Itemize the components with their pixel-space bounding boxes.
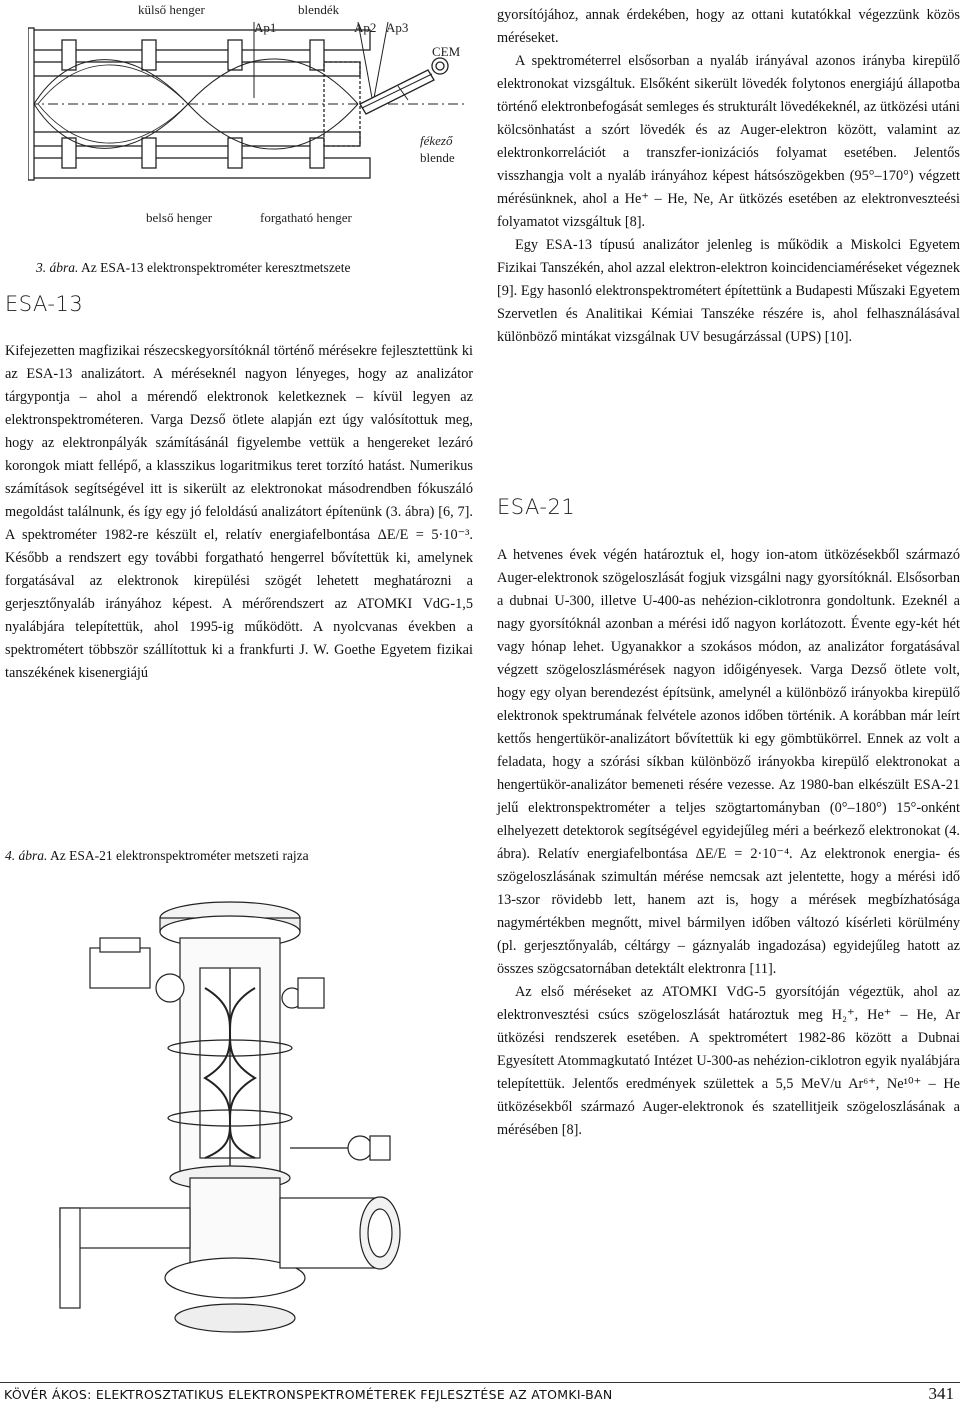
- figure-4-caption-text: Az ESA-21 elektronspektrométer metszeti rajza: [47, 848, 309, 863]
- paragraph-miskolc-budapest: Egy ESA-13 típusú analizátor jelenleg is működik a Miskolci Egyetem Fizikai Tanszékén, ahol azzal elektron-elektron koincidenciaméréseket végeznek [9]. Egy hasonló elektronspektrométert építettünk a Budapesti Műszaki Egyetem Szervetlen és Analitikai Kémiai Tanszéke részére is, ahol felhasználásával különböző mintákat vizsgálnak UV besugárzással (UPS) [10].: [497, 237, 960, 345]
- label-outer-cylinder: külső henger: [138, 2, 205, 17]
- label-ap2: Ap2: [354, 20, 377, 35]
- right-paragraphs-bottom: [497, 544, 960, 1142]
- right-paragraphs-top: [497, 4, 960, 349]
- label-ap1: Ap1: [254, 20, 277, 35]
- figure-3-caption-text: Az ESA-13 elektronspektrométer keresztmetszete: [78, 260, 351, 275]
- label-aperture: blendék: [298, 2, 340, 17]
- figure-3-caption: [36, 260, 351, 276]
- figure-4-caption-number: 4. ábra.: [5, 848, 48, 863]
- paragraph-continuation: gyorsítójához, annak érdekében, hogy az ottani kutatókkal végezzünk közös méréseket.: [497, 7, 960, 46]
- figure-4-caption: [5, 848, 309, 864]
- footer-rule: [0, 1382, 960, 1383]
- label-braking-aperture-1: fékező: [420, 133, 453, 148]
- figure-3-caption-number: 3. ábra.: [36, 260, 79, 275]
- figure-4-esa21-drawing: [40, 878, 430, 1348]
- label-inner-cylinder: belső henger: [146, 210, 213, 225]
- label-braking-aperture-2: blende: [420, 150, 455, 165]
- esa13-diagram: [28, 0, 476, 232]
- section-heading-esa21: ESA-21: [497, 495, 576, 519]
- esa13-paragraph: [5, 340, 473, 685]
- label-cem: CEM: [432, 44, 461, 59]
- label-ap3: Ap3: [386, 20, 409, 35]
- figure-3-esa13-cross-section: [28, 0, 476, 232]
- page-number: 341: [928, 1384, 954, 1403]
- running-footer-title: KÖVÉR ÁKOS: ELEKTROSZTATIKUS ELEKTRONSPEKTROMÉTEREK FEJLESZTÉSE AZ ATOMKI-BAN: [4, 1387, 613, 1402]
- section-heading-esa13: ESA-13: [5, 292, 84, 316]
- esa21-diagram: [40, 878, 430, 1348]
- paragraph-spectrometer-results: A spektrométerrel elsősorban a nyaláb irányával azonos irányba kirepülő elektronokat vizsgáltuk. Elsőként sikerült lövedék folytonos energiájú állapotba történő elektronbefogását semleges és strukturált lövedékeknél, az ütközési utáni kölcsönhatást a szórt lövedék és az Auger-elektron között, valamint az elektronkorrelációt a transzfer-ionizációs folyamat esetében. Jelentős visszhangja volt a nyaláb irányához képest hátsószögekben (95°–170°) végzett mérésünknek, ahol a He⁺ – He, Ne, Ar ütközés esetében az elektronveszteési folyamatot vizsgáltuk [8].: [497, 53, 960, 230]
- paragraph-first-measurements: Az első méréseket az ATOMKI VdG-5 gyorsítóján végeztük, ahol az elektronvesztési csúcs szögeloszlását határoztuk meg H₂⁺, He⁺ – He, Ar ütközési rendszerek esetében. A spektrométert 1982-86 között a Dubnai Egyesített Atommagkutató Intézet U-300-as nehézion-ciklotron egyik nyalábjára telepítettük. Jelentős eredmények születtek a 5,5 MeV/u Ar⁶⁺, Ne¹⁰⁺ – He ütközésekből származó Auger-elektronok és szatellitjeik szögeloszlásának a mérésében [8].: [497, 984, 960, 1138]
- label-rotating-cylinder: forgatható henger: [260, 210, 352, 225]
- paragraph-esa21-description: A hetvenes évek végén határoztuk el, hogy ion-atom ütközésekből származó Auger-elektronok szögeloszlását fogjuk vizsgálni nagy gyorsítóknál. Elsősorban a dubnai U-300, illetve U-400-as nehézion-ciklotronra gondoltunk. Ezeknél a nagy gyorsítóknál azonban a mérési idő nagyon korlátozott. Évente egy-két hét vagy hónap lehet. Ugyanakkor a szokásos módon, az analizátor forgatásával végzett szögeloszlásmérések nagyon időigényesek. Varga Dezső ötlete volt, hogy egy olyan berendezést építsünk, amelynél a különböző irányokba kirepülő elektronok spektrumának felvétele azonos időben történik. A korábban már leírt kettős hengertükör-analizátort bővítettük ki egy gömbtükörrel. Ennek az volt a feladata, hogy a szórási síkban különböző irányokba kirepülő elektronokat a hengertükör-analizátor bemeneti résére vezesse. Az 1980-ban elkészült ESA-21 jelű elektronspektrométer a teljes szögtartományban (0°–180°) 15°-onként elhelyezett detektorok segítségével egyidejűleg méri a beérkező elektronokat (4. ábra). Relatív energiafelbontása ΔE/E = 2·10⁻⁴. Az elektronok energia- és szögeloszlásának szimultán mérése nemcsak azt jelentette, hogy a mérési idő 13-szor rövidebb lett, hanem azt is, hogy a mérések megbízhatósága nagymértékben megnőtt, mivel bármilyen időben változó kísérleti körülmény (pl. gerjesztőnyaláb, céltárgy – gáznyaláb ingadozása) egyidejűleg hatott az összes szögcsatornában detektált elektronra [11].: [497, 547, 960, 977]
- esa13-body-text: Kifejezetten magfizikai részecskegyorsítóknál történő mérésekre fejlesztettünk ki az ESA-13 analizátort. A méréseknél nagyon lényeges, hogy az analizátor tárgypontja – ahol a mérendő elektronok keletkeznek – kívül legyen az elektronspektrométeren. Varga Dezső ötlete alapján ezt úgy valósítottuk meg, hogy az elektronpályák számításánál figyelembe vettük a hengereket lezáró korongok miatt fellépő, a klasszikus logaritmikus teret torzító hatást. Numerikus számítások segítségével itt is sikerült az elektronokat másodrendben fókuszáló megoldást találnunk, és így egy jó feloldású analizátort építenünk (3. ábra) [6, 7]. A spektrométer 1982-re készült el, relatív energiafelbontása ΔE/E = 5·10⁻³. Később a rendszert egy további forgatható hengerrel bővítettük ki, amelynek forgatásával az elektronok kirepülési szögét lehetett meghatározni a gerjesztőnyaláb irányához képest. A mérőrendszert az ATOMKI VdG-1,5 nyalábjára telepítettük, ahol 1995-ig működött. A nyolcvanas években a spektrométert többször szállítottuk ki a frankfurti J. W. Goethe Egyetem fizikai tanszékének kisenergiájú: [5, 343, 473, 681]
